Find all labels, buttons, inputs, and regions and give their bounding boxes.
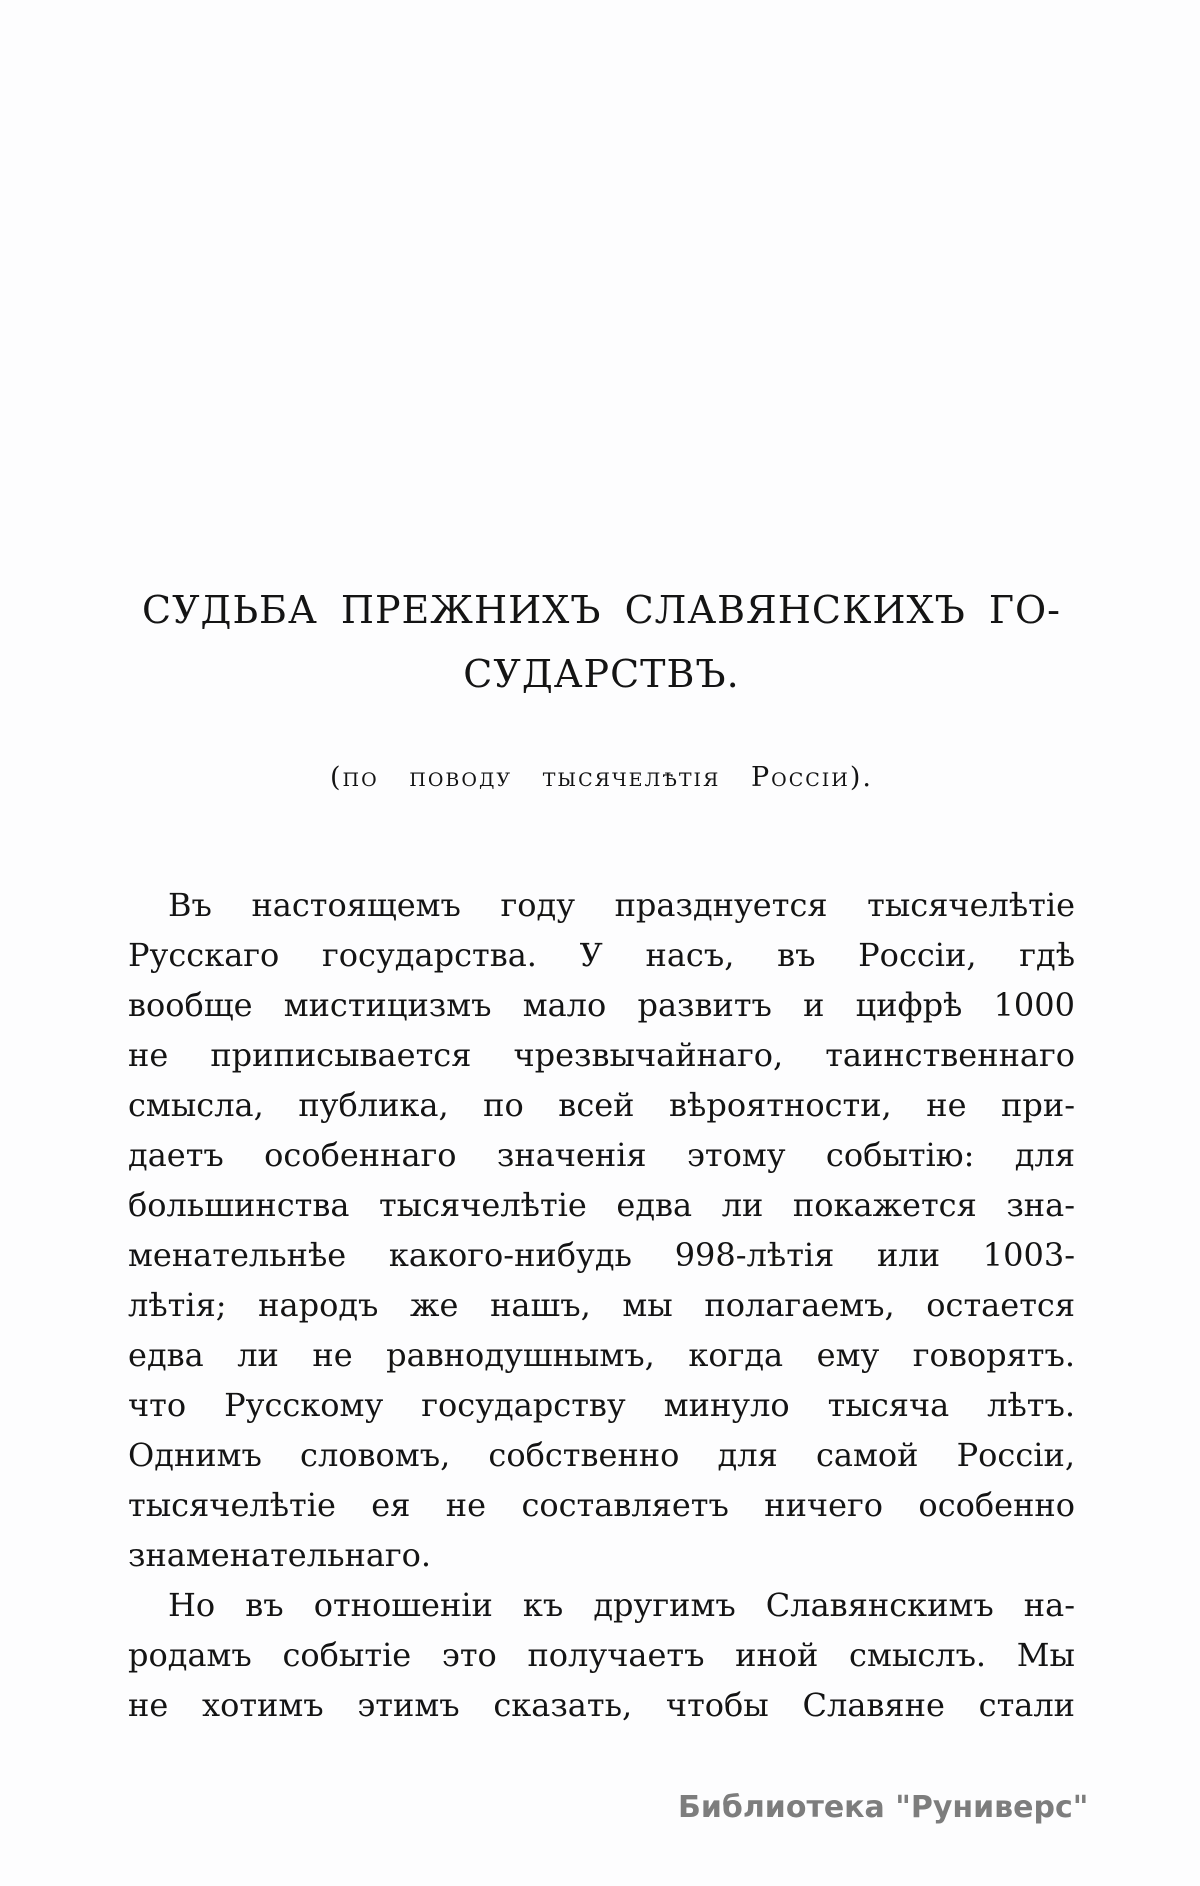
chapter-title-line-2: СУДАРСТВЪ.: [463, 652, 740, 696]
body-line: что Русскому государству минуло тысяча лѣтъ.: [128, 1386, 1075, 1424]
body-line: тысячелѣтіе ея не составляетъ ничего особенно: [128, 1486, 1075, 1524]
body-line: лѣтія; народъ же нашъ, мы полагаемъ, остается: [128, 1286, 1075, 1324]
runivers-library-watermark: Библиотека "Руниверс": [678, 1790, 1089, 1825]
body-line: едва ли не равнодушнымъ, когда ему говорятъ.: [128, 1336, 1075, 1374]
chapter-title: [128, 578, 1075, 706]
chapter-subtitle: (по поводу тысячелѣтія Россіи).: [330, 762, 873, 793]
body-line: не хотимъ этимъ сказать, чтобы Славяне стали: [128, 1686, 1075, 1724]
body-line: Въ настоящемъ году празднуется тысячелѣтіе: [168, 886, 1075, 924]
body-line: смысла, публика, по всей вѣроятности, не при-: [128, 1086, 1075, 1124]
body-line: большинства тысячелѣтіе едва ли покажется зна-: [128, 1186, 1075, 1224]
body-line: Но въ отношеніи къ другимъ Славянскимъ на-: [168, 1586, 1075, 1624]
body-line: даетъ особеннаго значенія этому событію: для: [128, 1136, 1075, 1174]
body-line: вообще мистицизмъ мало развитъ и цифрѣ 1000: [128, 986, 1075, 1024]
body-line: родамъ событіе это получаетъ иной смыслъ. Мы: [128, 1636, 1075, 1674]
body-line: Однимъ словомъ, собственно для самой Россіи,: [128, 1436, 1075, 1474]
body-line: менательнѣе какого-нибудь 998-лѣтія или 1003-: [128, 1236, 1075, 1274]
body-line: не приписывается чрезвычайнаго, таинственнаго: [128, 1036, 1075, 1074]
body-text: [128, 880, 1075, 1730]
body-line: знаменательнаго.: [128, 1536, 432, 1574]
body-line: Русскаго государства. У насъ, въ Россіи, гдѣ: [128, 936, 1075, 974]
chapter-title-line-1: СУДЬБА ПРЕЖНИХЪ СЛАВЯНСКИХЪ ГО-: [142, 588, 1061, 632]
